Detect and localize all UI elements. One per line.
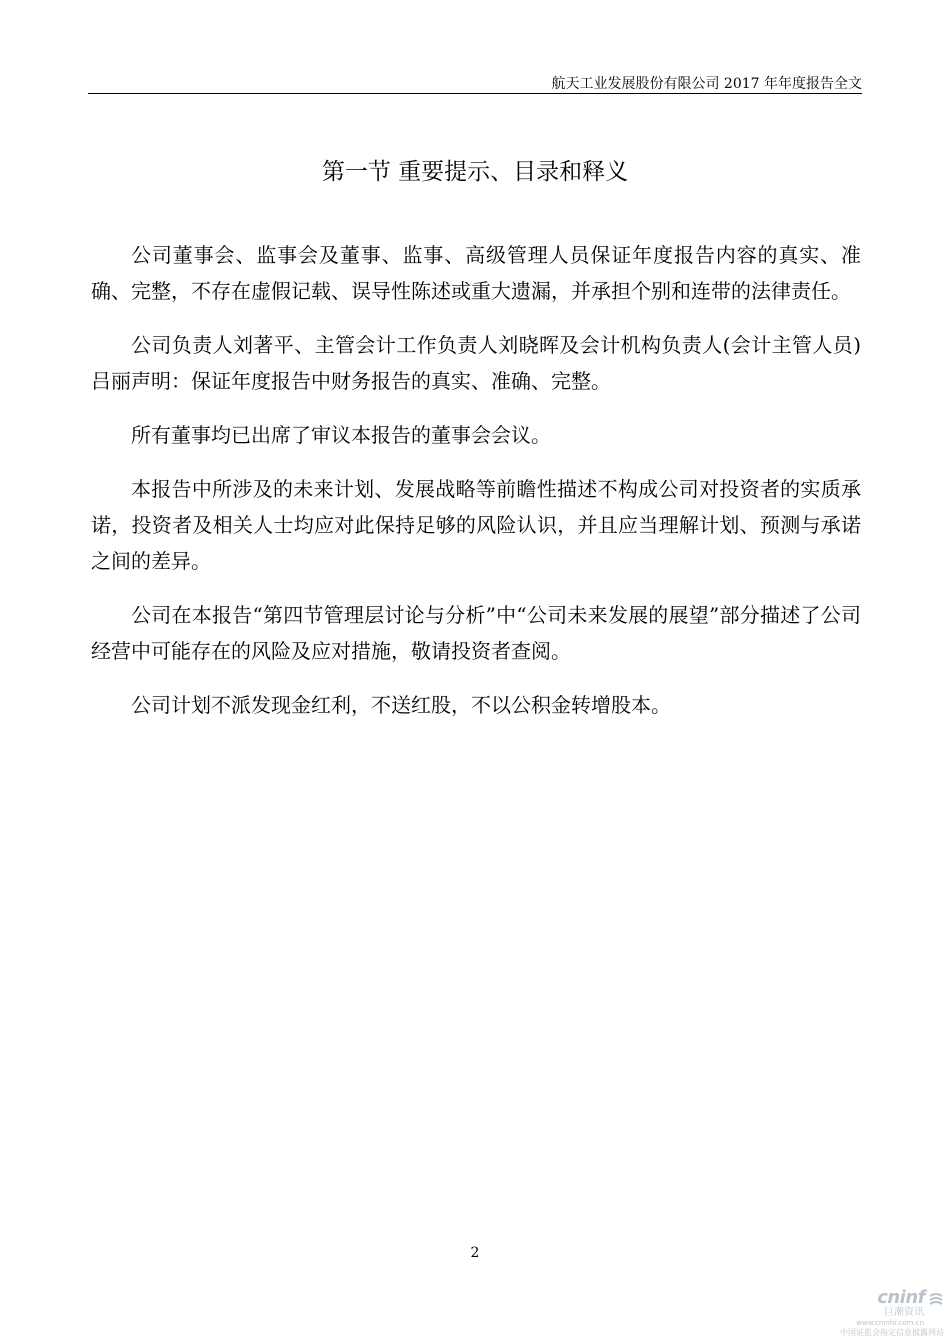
paragraph-forward-looking: 本报告中所涉及的未来计划、发展战略等前瞻性描述不构成公司对投资者的实质承诺，投资者及相关人士均应对此保持足够的风险认识，并且应当理解计划、预测与承诺之间的差异。 [91,477,861,573]
watermark-url: www.cninfo.com.cn [856,1319,924,1327]
paragraph-board-guarantee: 公司董事会、监事会及董事、监事、高级管理人员保证年度报告内容的真实、准确、完整，不存在虚假记载、误导性陈述或重大遗漏，并承担个别和连带的法律责任。 [91,243,861,303]
running-header: 航天工业发展股份有限公司 2017 年年度报告全文 [551,76,862,92]
cninfo-logo-icon [928,1291,944,1305]
paragraph-dividend-plan: 公司计划不派发现金红利，不送红股，不以公积金转增股本。 [131,693,671,717]
cninfo-watermark [826,1289,944,1338]
section-title: 第一节 重要提示、目录和释义 [321,159,629,185]
paragraph-financial-statement: 公司负责人刘著平、主管会计工作负责人刘晓晖及会计机构负责人(会计主管人员)吕丽声明：保证年度报告中财务报告的真实、准确、完整。 [91,333,861,393]
paragraph-risk-reference: 公司在本报告“第四节管理层讨论与分析”中“公司未来发展的展望”部分描述了公司经营中可能存在的风险及应对措施，敬请投资者查阅。 [91,603,861,663]
watermark-brand-cn: 巨潮资讯 [884,1307,924,1318]
paragraph-directors-attendance: 所有董事均已出席了审议本报告的董事会会议。 [131,423,551,447]
watermark-brand: cninf [877,1287,925,1308]
body-text [91,237,861,741]
page-number: 2 [470,1245,480,1261]
watermark-org: 中国证监会指定信息披露网站 [840,1328,944,1337]
header-rule [88,93,862,94]
